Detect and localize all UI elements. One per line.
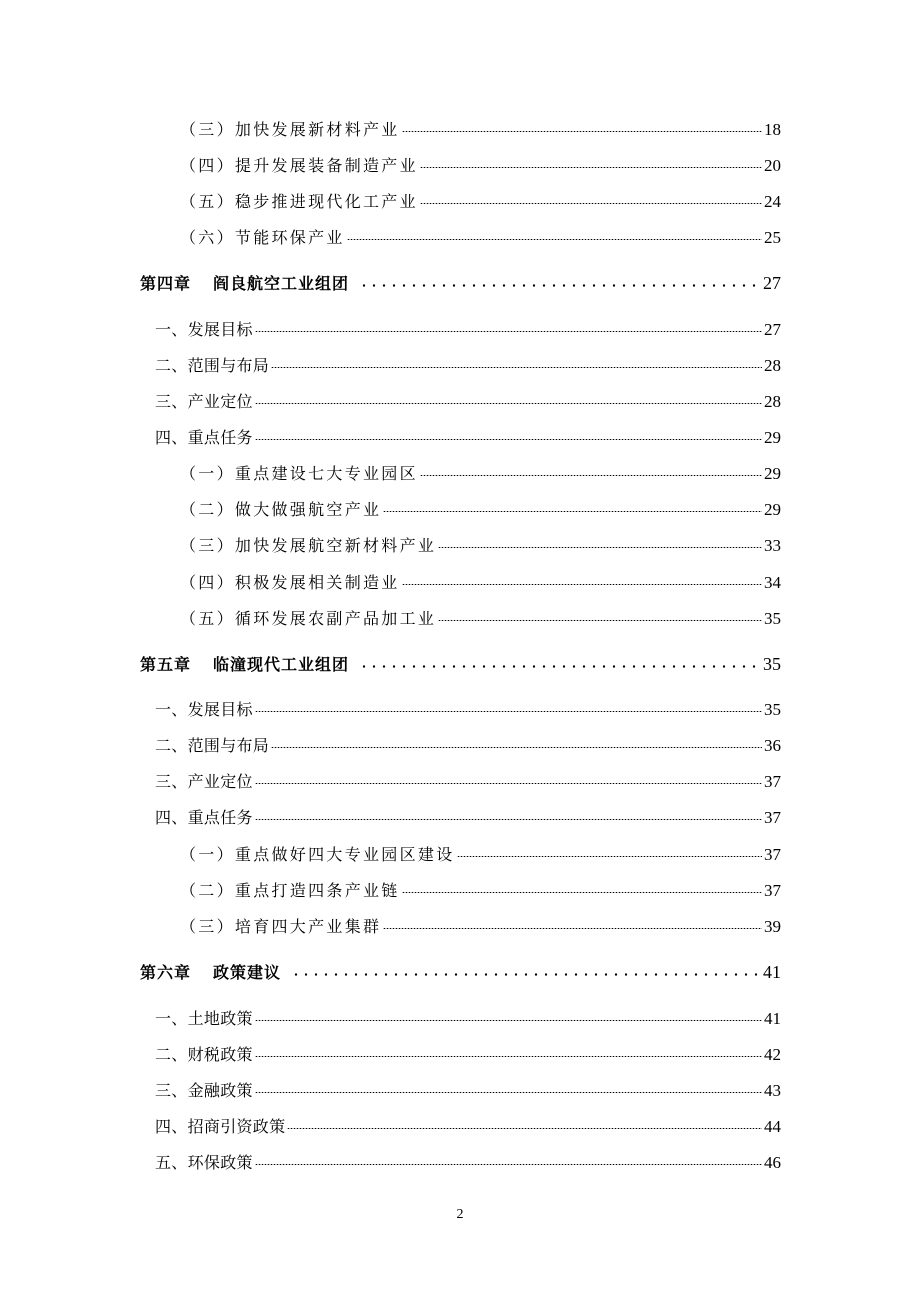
toc-entry-title: 一、发展目标 bbox=[155, 700, 253, 719]
dot-leader bbox=[457, 856, 762, 857]
toc-entry-title: （五）稳步推进现代化工产业 bbox=[180, 192, 418, 211]
toc-entry[interactable] bbox=[180, 464, 781, 484]
toc-entry-page: 33 bbox=[764, 536, 781, 555]
dot-leader bbox=[383, 928, 762, 929]
dot-leader bbox=[255, 783, 762, 784]
dot-leader bbox=[287, 1128, 762, 1129]
page-number: 2 bbox=[456, 1207, 464, 1222]
toc-entry-title: （四）提升发展装备制造产业 bbox=[180, 156, 418, 175]
toc-entry[interactable] bbox=[180, 917, 781, 937]
toc-entry-title: 二、范围与布局 bbox=[155, 736, 270, 755]
chapter-title: 阎良航空工业组团 bbox=[213, 274, 350, 293]
toc-entry-page: 20 bbox=[764, 156, 781, 175]
toc-entry-page: 29 bbox=[764, 428, 781, 447]
toc-entry[interactable] bbox=[155, 1117, 781, 1137]
toc-entry-title: 四、重点任务 bbox=[155, 808, 253, 827]
toc-entry-page: 37 bbox=[764, 881, 781, 900]
dot-leader bbox=[291, 973, 761, 976]
chapter-number: 第四章 bbox=[140, 274, 192, 293]
chapter-number: 第六章 bbox=[140, 963, 192, 982]
toc-entry[interactable] bbox=[155, 808, 781, 828]
toc-entry-page: 35 bbox=[764, 700, 781, 719]
toc-entry[interactable] bbox=[155, 700, 781, 720]
toc-entry[interactable] bbox=[180, 228, 781, 248]
chapter-title: 政策建议 bbox=[213, 963, 282, 982]
dot-leader bbox=[359, 284, 761, 287]
toc-entry-page: 37 bbox=[764, 772, 781, 791]
dot-leader bbox=[255, 1020, 762, 1021]
toc-chapter-title bbox=[140, 274, 349, 294]
dot-leader bbox=[402, 892, 762, 893]
toc-entry-page: 24 bbox=[764, 192, 781, 211]
toc-entry-title: （一）重点建设七大专业园区 bbox=[180, 464, 418, 483]
toc-entry[interactable] bbox=[155, 356, 781, 376]
toc-entry-title: 五、环保政策 bbox=[155, 1153, 253, 1172]
toc-entry[interactable] bbox=[180, 881, 781, 901]
toc-entry-page: 34 bbox=[764, 573, 781, 592]
toc-entry[interactable] bbox=[180, 845, 781, 865]
dot-leader bbox=[347, 239, 762, 240]
toc-entry-title: （一）重点做好四大专业园区建设 bbox=[180, 845, 455, 864]
toc-entry-title: 一、发展目标 bbox=[155, 320, 253, 339]
toc-entry-title: 四、招商引资政策 bbox=[155, 1117, 286, 1136]
dot-leader bbox=[359, 665, 761, 668]
toc-entry[interactable] bbox=[180, 536, 781, 556]
toc-entry-title: （六）节能环保产业 bbox=[180, 228, 345, 247]
toc-entry-page: 42 bbox=[764, 1045, 781, 1064]
toc-entry[interactable] bbox=[180, 500, 781, 520]
toc-entry[interactable] bbox=[155, 320, 781, 340]
dot-leader bbox=[420, 475, 762, 476]
toc-entry[interactable] bbox=[155, 392, 781, 412]
toc-entry[interactable] bbox=[155, 736, 781, 756]
toc-entry[interactable] bbox=[155, 772, 781, 792]
toc-entry-page: 41 bbox=[764, 1009, 781, 1028]
dot-leader bbox=[255, 403, 762, 404]
toc-entry-page: 44 bbox=[764, 1117, 781, 1136]
dot-leader bbox=[438, 620, 762, 621]
toc-entry[interactable] bbox=[180, 192, 781, 212]
toc-entry[interactable] bbox=[155, 1045, 781, 1065]
dot-leader bbox=[255, 331, 762, 332]
dot-leader bbox=[383, 511, 762, 512]
toc-entry-page: 35 bbox=[763, 654, 781, 674]
toc-entry-page: 27 bbox=[764, 320, 781, 339]
toc-entry-title: 三、金融政策 bbox=[155, 1081, 253, 1100]
toc-entry-title: （四）积极发展相关制造业 bbox=[180, 573, 400, 592]
dot-leader bbox=[271, 367, 762, 368]
toc-entry-page: 43 bbox=[764, 1081, 781, 1100]
toc-chapter-entry[interactable] bbox=[140, 654, 781, 675]
dot-leader bbox=[271, 747, 762, 748]
toc-entry-page: 18 bbox=[764, 120, 781, 139]
toc-entry-page: 41 bbox=[763, 962, 781, 982]
dot-leader bbox=[420, 203, 762, 204]
toc-entry[interactable] bbox=[155, 428, 781, 448]
toc-entry-title: 三、产业定位 bbox=[155, 772, 253, 791]
toc-entry-page: 36 bbox=[764, 736, 781, 755]
toc-chapter-title bbox=[140, 963, 281, 983]
dot-leader bbox=[420, 167, 762, 168]
toc-entry[interactable] bbox=[180, 609, 781, 629]
dot-leader bbox=[255, 711, 762, 712]
toc-entry[interactable] bbox=[180, 156, 781, 176]
toc-entry[interactable] bbox=[155, 1009, 781, 1029]
toc-entry-page: 28 bbox=[764, 392, 781, 411]
dot-leader bbox=[255, 1164, 762, 1165]
toc-entry[interactable] bbox=[155, 1081, 781, 1101]
toc-entry-title: （二）做大做强航空产业 bbox=[180, 500, 382, 519]
dot-leader bbox=[402, 584, 762, 585]
toc-entry-title: （三）加快发展新材料产业 bbox=[180, 120, 400, 139]
toc-entry-title: 二、财税政策 bbox=[155, 1045, 253, 1064]
dot-leader bbox=[255, 1092, 762, 1093]
toc-entry-page: 29 bbox=[764, 464, 781, 483]
dot-leader bbox=[402, 131, 762, 132]
dot-leader bbox=[438, 547, 762, 548]
toc-entry-page: 46 bbox=[764, 1153, 781, 1172]
toc-chapter-entry[interactable] bbox=[140, 962, 781, 983]
toc-entry[interactable] bbox=[155, 1153, 781, 1173]
toc-entry-title: 二、范围与布局 bbox=[155, 356, 270, 375]
toc-entry-page: 37 bbox=[764, 845, 781, 864]
chapter-number: 第五章 bbox=[140, 655, 192, 674]
toc-chapter-entry[interactable] bbox=[140, 273, 781, 294]
toc-entry-page: 35 bbox=[764, 609, 781, 628]
chapter-title: 临潼现代工业组团 bbox=[213, 655, 350, 674]
toc-entry-title: 三、产业定位 bbox=[155, 392, 253, 411]
dot-leader bbox=[255, 819, 762, 820]
toc-chapter-title bbox=[140, 655, 349, 675]
toc-entry[interactable] bbox=[180, 120, 781, 140]
dot-leader bbox=[255, 1056, 762, 1057]
toc-entry-page: 39 bbox=[764, 917, 781, 936]
toc-entry-title: （三）培育四大产业集群 bbox=[180, 917, 382, 936]
toc-entry-page: 25 bbox=[764, 228, 781, 247]
toc-entry-page: 37 bbox=[764, 808, 781, 827]
toc-entry-title: 四、重点任务 bbox=[155, 428, 253, 447]
toc-entry-page: 27 bbox=[763, 273, 781, 293]
toc-entry-title: （三）加快发展航空新材料产业 bbox=[180, 536, 437, 555]
toc-entry-title: （二）重点打造四条产业链 bbox=[180, 881, 400, 900]
toc-entry-page: 29 bbox=[764, 500, 781, 519]
toc-entry-page: 28 bbox=[764, 356, 781, 375]
dot-leader bbox=[255, 439, 762, 440]
toc-entry-title: （五）循环发展农副产品加工业 bbox=[180, 609, 437, 628]
toc-entry[interactable] bbox=[180, 573, 781, 593]
toc-entry-title: 一、土地政策 bbox=[155, 1009, 253, 1028]
